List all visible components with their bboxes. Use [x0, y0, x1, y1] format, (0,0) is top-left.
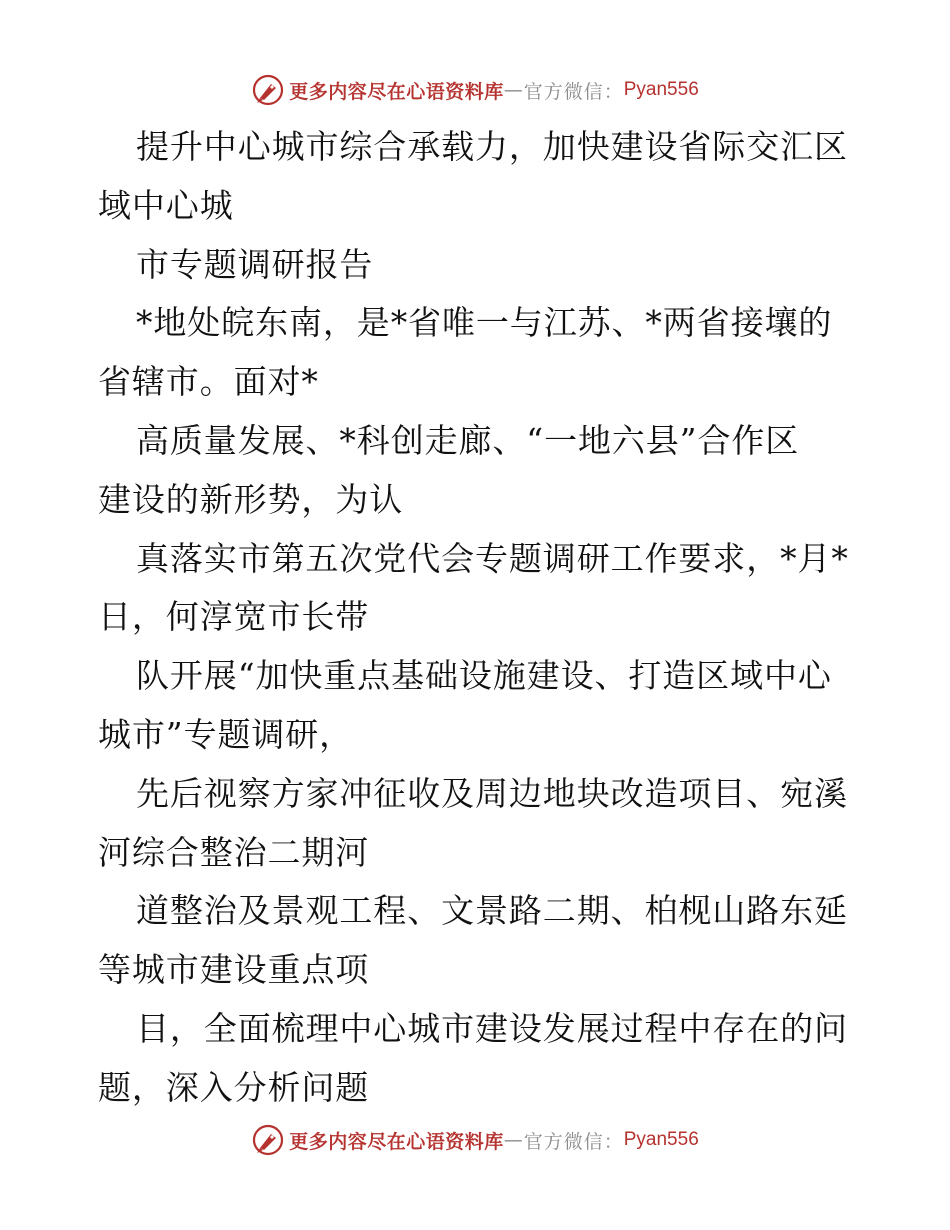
wechat-label: 官方微信： [523, 1130, 624, 1153]
text-line: 目，全面梳理中心城市建设发展过程中存在的问 [136, 1008, 848, 1048]
text-line: 河综合整治二期河 [98, 832, 370, 872]
text-line: 高质量发展、*科创走廊、“一地六县”合作区 [136, 420, 800, 460]
document-body [98, 118, 858, 1118]
site-name: 更多内容尽在心语资料库 [289, 1130, 504, 1153]
text-line: 域中心城 [98, 185, 234, 225]
text-line: 等城市建设重点项 [98, 950, 370, 990]
banner-separator: — [503, 1129, 524, 1151]
text-line: 省辖市。面对* [98, 362, 319, 402]
wechat-id: Pyan556 [623, 79, 699, 100]
wechat-label: 官方微信： [523, 80, 624, 103]
text-line: 道整治及景观工程、文景路二期、柏枧山路东延 [136, 891, 848, 931]
site-name: 更多内容尽在心语资料库 [289, 80, 504, 103]
text-line: 真落实市第五次党代会专题调研工作要求，*月* [136, 538, 849, 578]
text-line: *地处皖东南，是*省唯一与江苏、*两省接壤的 [136, 303, 833, 343]
text-line: 市专题调研报告 [136, 244, 374, 284]
text-line: 提升中心城市综合承载力，加快建设省际交汇区 [136, 127, 848, 166]
pen-nib-logo-icon [251, 1123, 285, 1157]
text-line: 城市”专题调研， [98, 714, 354, 754]
header-watermark-banner [0, 70, 950, 110]
text-line: 日，何淳宽市长带 [98, 597, 370, 637]
text-line: 队开展“加快重点基础设施建设、打造区域中心 [136, 656, 832, 696]
banner-separator: — [503, 79, 524, 101]
pen-nib-logo-icon [251, 73, 285, 107]
text-line: 先后视察方家冲征收及周边地块改造项目、宛溪 [136, 773, 848, 813]
wechat-id: Pyan556 [623, 1129, 699, 1150]
text-line: 题，深入分析问题 [98, 1067, 370, 1107]
footer-watermark-banner [0, 1120, 950, 1160]
text-line: 建设的新形势，为认 [98, 479, 404, 519]
